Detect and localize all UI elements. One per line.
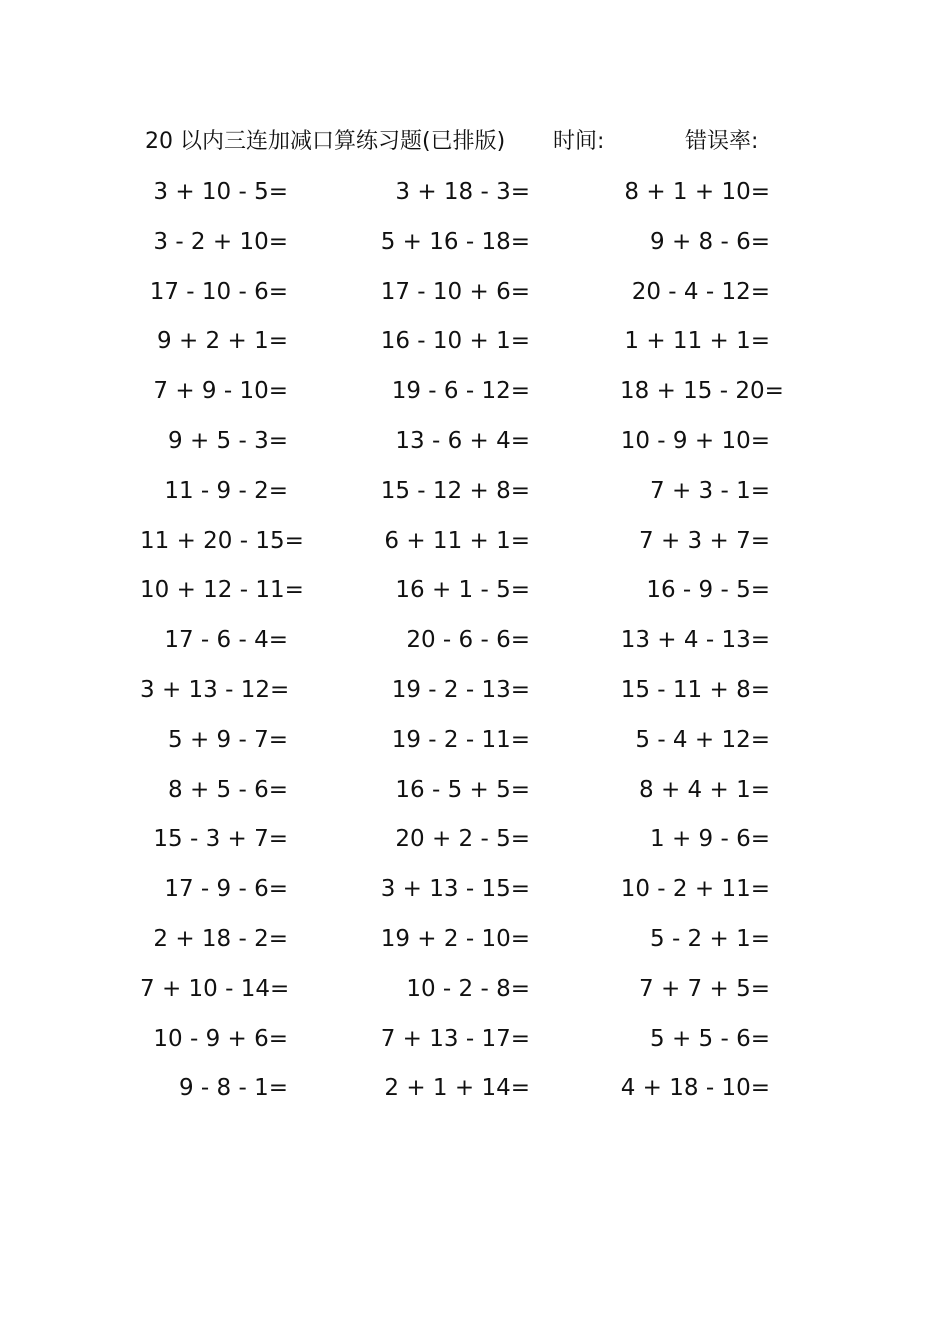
problem-item: 7 + 13 - 17= xyxy=(380,1025,530,1052)
problem-item: 10 - 9 + 10= xyxy=(620,427,770,454)
problem-row xyxy=(140,869,800,919)
problem-row xyxy=(140,1068,800,1118)
problem-item: 16 - 5 + 5= xyxy=(395,776,530,803)
problem-item: 7 + 10 - 14= xyxy=(140,975,290,1002)
problem-item: 7 + 7 + 5= xyxy=(639,975,770,1002)
problem-item: 19 - 2 - 13= xyxy=(391,676,530,703)
problem-item: 20 - 6 - 6= xyxy=(406,627,530,654)
problem-item: 7 + 3 - 1= xyxy=(650,477,770,504)
problem-item: 19 + 2 - 10= xyxy=(380,925,530,952)
problem-row xyxy=(140,620,800,670)
problem-item: 3 + 18 - 3= xyxy=(395,179,530,205)
problem-row xyxy=(140,371,800,421)
problem-row xyxy=(140,969,800,1019)
problem-item: 5 + 16 - 18= xyxy=(380,228,530,255)
problem-item: 4 + 18 - 10= xyxy=(620,1075,770,1102)
problem-item: 16 + 1 - 5= xyxy=(395,577,530,604)
problem-item: 3 + 13 - 15= xyxy=(380,876,530,903)
problem-item: 1 + 11 + 1= xyxy=(624,328,770,355)
problem-item: 10 + 12 - 11= xyxy=(140,577,304,604)
problem-item: 10 - 9 + 6= xyxy=(153,1025,288,1052)
problem-item: 5 + 5 - 6= xyxy=(650,1025,770,1052)
problem-item: 8 + 5 - 6= xyxy=(168,776,288,803)
problem-row xyxy=(140,819,800,869)
problem-item: 9 + 8 - 6= xyxy=(650,228,770,255)
problem-item: 11 + 20 - 15= xyxy=(140,527,304,554)
problem-row xyxy=(140,222,800,272)
problem-row xyxy=(140,919,800,969)
problem-item: 13 + 4 - 13= xyxy=(620,627,770,654)
problem-item: 5 + 9 - 7= xyxy=(168,726,288,753)
problem-row xyxy=(140,421,800,471)
problem-item: 19 - 2 - 11= xyxy=(391,726,530,753)
problem-item: 7 + 3 + 7= xyxy=(639,527,770,554)
problem-item: 3 + 10 - 5= xyxy=(153,179,288,205)
problem-item: 7 + 9 - 10= xyxy=(153,378,288,405)
worksheet-title: 20 以内三连加减口算练习题(已排版) xyxy=(145,129,506,154)
problem-item: 11 - 9 - 2= xyxy=(164,477,288,504)
worksheet-header xyxy=(145,124,845,160)
problem-item: 3 + 13 - 12= xyxy=(140,676,290,703)
problem-item: 15 - 3 + 7= xyxy=(153,826,288,853)
problem-row xyxy=(140,272,800,322)
problem-item: 9 - 8 - 1= xyxy=(178,1075,288,1102)
problem-row xyxy=(140,770,800,820)
problem-grid xyxy=(140,172,800,1118)
problem-item: 17 - 6 - 4= xyxy=(164,627,288,654)
problem-item: 20 - 4 - 12= xyxy=(631,278,770,305)
problem-item: 20 + 2 - 5= xyxy=(395,826,530,853)
problem-item: 17 - 10 + 6= xyxy=(380,278,530,305)
problem-item: 9 + 2 + 1= xyxy=(157,328,288,355)
problem-item: 17 - 10 - 6= xyxy=(149,278,288,305)
error-rate-label: 错误率: xyxy=(685,129,759,154)
problem-item: 2 + 18 - 2= xyxy=(153,925,288,952)
problem-row xyxy=(140,570,800,620)
problem-item: 8 + 4 + 1= xyxy=(639,776,770,803)
problem-item: 8 + 1 + 10= xyxy=(624,179,770,205)
problem-item: 16 - 10 + 1= xyxy=(380,328,530,355)
problem-item: 5 - 4 + 12= xyxy=(635,726,770,753)
problem-item: 3 - 2 + 10= xyxy=(153,228,288,255)
problem-item: 19 - 6 - 12= xyxy=(391,378,530,405)
problem-row xyxy=(140,321,800,371)
problem-row xyxy=(140,720,800,770)
problem-row xyxy=(140,521,800,571)
problem-row xyxy=(140,670,800,720)
problem-row xyxy=(140,172,800,222)
problem-item: 16 - 9 - 5= xyxy=(646,577,770,604)
problem-item: 6 + 11 + 1= xyxy=(384,527,530,554)
problem-row xyxy=(140,471,800,521)
problem-item: 15 - 11 + 8= xyxy=(620,676,770,703)
problem-item: 10 - 2 - 8= xyxy=(406,975,530,1002)
problem-item: 15 - 12 + 8= xyxy=(380,477,530,504)
problem-item: 13 - 6 + 4= xyxy=(395,427,530,454)
problem-item: 2 + 1 + 14= xyxy=(384,1075,530,1102)
time-label: 时间: xyxy=(553,129,605,154)
problem-item: 5 - 2 + 1= xyxy=(650,925,770,952)
problem-item: 17 - 9 - 6= xyxy=(164,876,288,903)
problem-row xyxy=(140,1019,800,1069)
problem-item: 1 + 9 - 6= xyxy=(650,826,770,853)
problem-item: 9 + 5 - 3= xyxy=(168,427,288,454)
problem-item: 10 - 2 + 11= xyxy=(620,876,770,903)
problem-item: 18 + 15 - 20= xyxy=(620,378,784,405)
